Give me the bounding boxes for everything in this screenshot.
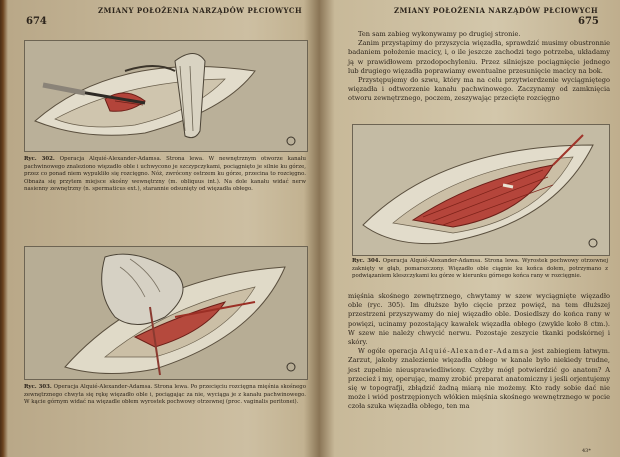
signature-mark: 43* — [582, 448, 591, 454]
figure-302-caption — [24, 156, 306, 194]
figure-303-illustration — [24, 246, 308, 380]
paragraph: mięśnia skośnego zewnętrznego, chwytamy w szew wyciągnięte więzadło oble (ryc. 305). Im dłuższe było cięcie przez powięź, na tem dłuższej przestrzeni przyszywamy do niej więzadło oble. Dosiedlszy do końca rany w powięzi, ucinamy pozostający kawałek więzadła obłego (zwykle koło 8 ctm.). W szew nie należy chwycić nerwu. Pozostaje zeszycie tkanki podskórnej i skóry. — [348, 292, 610, 347]
paragraph: Zanim przystąpimy do przyszycia więzadła, sprawdzić musimy obustronnie badaniem położenie macicy, i, o ile jeszcze zachodzi tego potrzeba, układamy ją w prawidłowem przodopochyleniu. Przez silniejsze pociągnięcie jednego lub drugiego więzadła poprawiamy ewentualne przesunięcie macicy na bok. — [348, 39, 610, 75]
right-page — [326, 0, 616, 457]
figure-303-text: Operacja Alquié-Alexander-Adamsa. Strona lewa. Po przecięciu rozcięgna mięśnia skośnego zewnętrznego chwyta się rękę więzadło oble i, pociągając za nie, wyciąga je z kanału pachwinowego. W kącie górnym widać na więzadle obłem wyrostek pochwowy otrzewnej (proc. vaginalis peritonei). — [24, 384, 306, 406]
paragraph: Ten sam zabieg wykonywamy po drugiej stronie. — [358, 30, 521, 38]
left-running-head: ZMIANY POŁOŻENIA NARZĄDÓW PŁCIOWYCH — [98, 6, 303, 15]
right-page-number: 675 — [578, 16, 599, 27]
figure-304-label: Ryc. 304. — [352, 258, 381, 264]
left-page — [6, 0, 316, 457]
figure-304-illustration — [352, 124, 610, 256]
right-running-head: ZMIANY POŁOŻENIA NARZĄDÓW PŁCIOWYCH — [394, 6, 599, 15]
figure-302-label: Ryc. 302. — [24, 156, 55, 162]
figure-302-illustration — [24, 40, 308, 152]
right-bottom-text — [348, 292, 610, 412]
left-page-number: 674 — [26, 16, 47, 27]
right-top-text — [348, 30, 610, 104]
figure-304-text: Operacja Alquié-Alexander-Adamsa. Strona lewa. Wyrostek pochwowy otrzewnej zaknięty w głąb, pomarszczony. Więzadło oble ciągnie ku końca dołem, potrzymano z podwiązaniem kleszczykami ku górze w kierunku górnego końca rany w rozcięgnie. — [352, 258, 609, 280]
paragraph: W ogóle operacja Alquié-Alexander-Adamsa jest zabiegiem łatwym. Zarzut, jakoby znalezienie więzadła obłego w kanale było niekiedy trudne, jest zupełnie nieusprawiedliwiony. Czyżby mógł potwierdzić go anatom? A przecież i my, operując, mamy zrobić preparat anatomiczny i jeśli orjentujemy się w topografji, zbłądzić żadną miarą nie możemy. Kto rady sobie dać nie może i wiód postrzępionych włókien mięśnia skośnego wewnętrznego w pocie czoła szuka więzadła obłego, ten ma — [348, 347, 610, 411]
figure-303-caption — [24, 384, 306, 407]
figure-304-caption — [352, 258, 608, 281]
figure-303-label: Ryc. 303. — [24, 384, 52, 390]
paragraph: Przystępujemy do szwu, który ma na celu przytwierdzenie wyciągniętego więzadła i odtworzenie kanału pachwinowego. Zaczynamy od zamknięcia otworu zewnętrznego, poczem, zeszywając przecięte rozcięgno — [348, 76, 610, 103]
figure-302-text: Operacja Alquié-Alexander-Adamsa. Strona lewa. W newnętrznym otworze kanału pachwinowego znaleziono więzadło oble i uchwycono je szczypczykami, pociągnięto je silnie ku górze, przez co ponad niem wypukliło się rozcięgno. Nóż, zwrócony ostrzem ku górze, przecina to rozcięgno. Obnaża się przytem miejsce skośny wewnętrzny (m. obliquus int.). Na dole kanału widać nerw nasienny zewnętrzny (n. spermaticus ext.), starannie odsunięty od więzadła obłego. — [24, 156, 306, 193]
spaced-operation-name: Alquié-Alexander-Adamsa — [420, 347, 530, 356]
